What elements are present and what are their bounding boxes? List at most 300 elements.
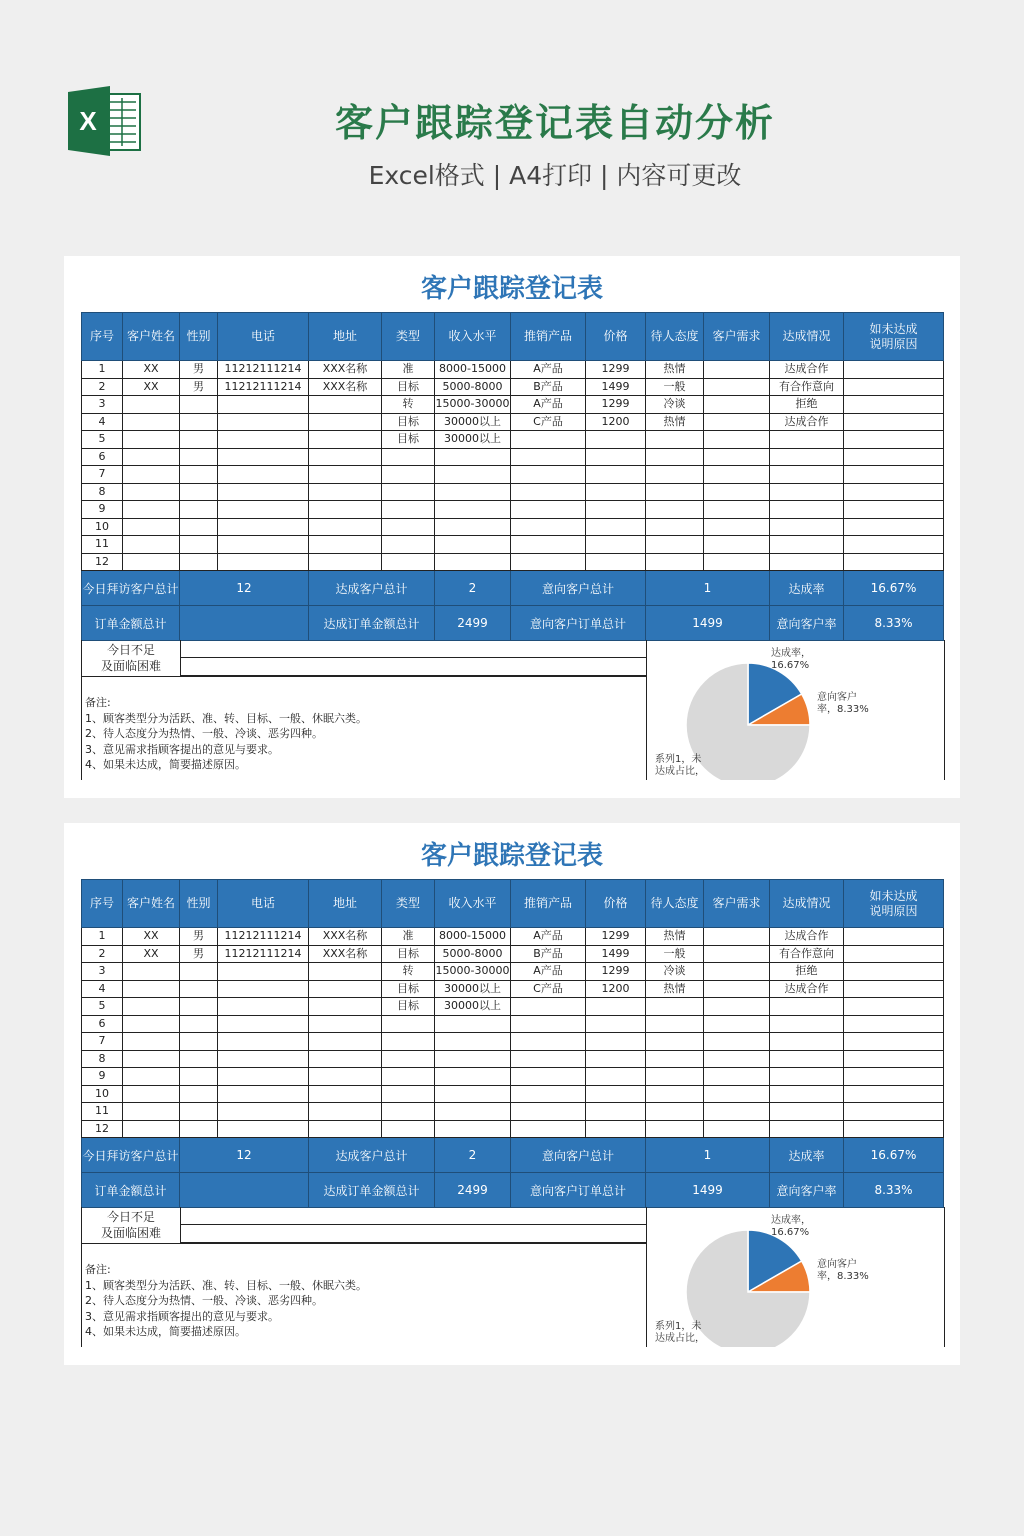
- table-cell[interactable]: [218, 1068, 309, 1086]
- table-cell[interactable]: [218, 980, 309, 998]
- table-cell[interactable]: [844, 361, 944, 379]
- table-cell[interactable]: XXX名称: [309, 928, 382, 946]
- table-cell[interactable]: XXX名称: [309, 945, 382, 963]
- table-cell[interactable]: [218, 963, 309, 981]
- table-cell[interactable]: [770, 1103, 844, 1121]
- table-cell[interactable]: [180, 501, 218, 519]
- table-cell[interactable]: [844, 518, 944, 536]
- table-cell[interactable]: [435, 1085, 511, 1103]
- table-cell[interactable]: [123, 483, 180, 501]
- table-cell[interactable]: [218, 466, 309, 484]
- table-cell[interactable]: [218, 1120, 309, 1138]
- table-cell[interactable]: [435, 483, 511, 501]
- table-cell[interactable]: [309, 413, 382, 431]
- table-cell[interactable]: [180, 1033, 218, 1051]
- table-cell[interactable]: [770, 1033, 844, 1051]
- table-cell[interactable]: [704, 448, 770, 466]
- table-cell[interactable]: 有合作意向: [770, 945, 844, 963]
- table-cell[interactable]: [435, 1120, 511, 1138]
- table-cell[interactable]: [704, 963, 770, 981]
- table-cell[interactable]: [309, 1120, 382, 1138]
- table-cell[interactable]: [123, 466, 180, 484]
- table-cell[interactable]: [844, 963, 944, 981]
- table-cell[interactable]: [586, 466, 646, 484]
- table-cell[interactable]: [646, 431, 704, 449]
- table-cell[interactable]: 1299: [586, 396, 646, 414]
- difficulty-input[interactable]: [180, 1207, 646, 1225]
- table-cell[interactable]: [511, 466, 586, 484]
- table-cell[interactable]: 拒绝: [770, 963, 844, 981]
- table-cell[interactable]: [844, 1033, 944, 1051]
- table-cell[interactable]: [770, 553, 844, 571]
- table-cell[interactable]: [586, 1085, 646, 1103]
- table-cell[interactable]: [586, 431, 646, 449]
- table-cell[interactable]: [123, 1033, 180, 1051]
- table-cell[interactable]: [844, 1050, 944, 1068]
- table-cell[interactable]: 6: [82, 448, 123, 466]
- table-cell[interactable]: [704, 483, 770, 501]
- table-cell[interactable]: [770, 518, 844, 536]
- table-cell[interactable]: [511, 448, 586, 466]
- table-cell[interactable]: [511, 518, 586, 536]
- table-cell[interactable]: [382, 1103, 435, 1121]
- table-cell[interactable]: 达成合作: [770, 413, 844, 431]
- table-cell[interactable]: [704, 1068, 770, 1086]
- difficulty-input[interactable]: [180, 640, 646, 658]
- table-cell[interactable]: [123, 1103, 180, 1121]
- table-cell[interactable]: A产品: [511, 928, 586, 946]
- table-cell[interactable]: [218, 1033, 309, 1051]
- table-cell[interactable]: 目标: [382, 378, 435, 396]
- table-cell[interactable]: [180, 431, 218, 449]
- table-cell[interactable]: [586, 1050, 646, 1068]
- table-cell[interactable]: [646, 1085, 704, 1103]
- table-cell[interactable]: [704, 361, 770, 379]
- table-cell[interactable]: XXX名称: [309, 361, 382, 379]
- table-cell[interactable]: [218, 1015, 309, 1033]
- table-cell[interactable]: [180, 553, 218, 571]
- table-cell[interactable]: [704, 945, 770, 963]
- table-cell[interactable]: [704, 928, 770, 946]
- table-cell[interactable]: [123, 1015, 180, 1033]
- table-cell[interactable]: [844, 396, 944, 414]
- table-cell[interactable]: 准: [382, 928, 435, 946]
- table-cell[interactable]: [704, 1033, 770, 1051]
- table-cell[interactable]: [646, 553, 704, 571]
- table-cell[interactable]: [511, 1068, 586, 1086]
- table-cell[interactable]: [586, 1103, 646, 1121]
- table-cell[interactable]: [770, 501, 844, 519]
- table-cell[interactable]: [770, 1085, 844, 1103]
- table-cell[interactable]: [704, 553, 770, 571]
- table-cell[interactable]: [382, 483, 435, 501]
- table-cell[interactable]: 15000-30000: [435, 396, 511, 414]
- table-cell[interactable]: [123, 998, 180, 1016]
- table-cell[interactable]: XX: [123, 361, 180, 379]
- table-cell[interactable]: [646, 501, 704, 519]
- table-cell[interactable]: [511, 1015, 586, 1033]
- table-cell[interactable]: 10: [82, 518, 123, 536]
- table-cell[interactable]: [180, 1068, 218, 1086]
- table-cell[interactable]: 转: [382, 396, 435, 414]
- table-cell[interactable]: [309, 1103, 382, 1121]
- table-cell[interactable]: [511, 1103, 586, 1121]
- table-cell[interactable]: [309, 536, 382, 554]
- table-cell[interactable]: 目标: [382, 945, 435, 963]
- table-cell[interactable]: [180, 998, 218, 1016]
- table-cell[interactable]: [646, 1068, 704, 1086]
- table-cell[interactable]: 11: [82, 536, 123, 554]
- table-cell[interactable]: [646, 1033, 704, 1051]
- table-cell[interactable]: [511, 998, 586, 1016]
- table-cell[interactable]: 1: [82, 928, 123, 946]
- table-cell[interactable]: [218, 431, 309, 449]
- table-cell[interactable]: 5: [82, 998, 123, 1016]
- table-cell[interactable]: [180, 518, 218, 536]
- table-cell[interactable]: A产品: [511, 963, 586, 981]
- table-cell[interactable]: 8: [82, 483, 123, 501]
- table-cell[interactable]: 30000以上: [435, 998, 511, 1016]
- table-cell[interactable]: [123, 431, 180, 449]
- table-cell[interactable]: [435, 553, 511, 571]
- table-cell[interactable]: [844, 378, 944, 396]
- table-cell[interactable]: [218, 998, 309, 1016]
- table-cell[interactable]: [309, 431, 382, 449]
- table-cell[interactable]: [180, 483, 218, 501]
- table-cell[interactable]: B产品: [511, 945, 586, 963]
- table-cell[interactable]: [218, 413, 309, 431]
- table-cell[interactable]: [309, 1085, 382, 1103]
- table-cell[interactable]: [844, 1068, 944, 1086]
- table-cell[interactable]: [218, 553, 309, 571]
- table-cell[interactable]: [309, 518, 382, 536]
- table-cell[interactable]: [704, 998, 770, 1016]
- table-cell[interactable]: [382, 518, 435, 536]
- table-cell[interactable]: [218, 396, 309, 414]
- table-cell[interactable]: [123, 1068, 180, 1086]
- table-cell[interactable]: [309, 1015, 382, 1033]
- table-cell[interactable]: [180, 1103, 218, 1121]
- table-cell[interactable]: [646, 1015, 704, 1033]
- table-cell[interactable]: [435, 536, 511, 554]
- table-cell[interactable]: C产品: [511, 980, 586, 998]
- table-cell[interactable]: [218, 1050, 309, 1068]
- table-cell[interactable]: [844, 501, 944, 519]
- table-cell[interactable]: [180, 466, 218, 484]
- table-cell[interactable]: 一般: [646, 378, 704, 396]
- table-cell[interactable]: 准: [382, 361, 435, 379]
- table-cell[interactable]: [123, 518, 180, 536]
- table-cell[interactable]: 目标: [382, 431, 435, 449]
- table-cell[interactable]: 男: [180, 361, 218, 379]
- table-cell[interactable]: [770, 431, 844, 449]
- table-cell[interactable]: 2: [82, 378, 123, 396]
- table-cell[interactable]: [123, 448, 180, 466]
- table-cell[interactable]: [435, 518, 511, 536]
- table-cell[interactable]: [586, 1033, 646, 1051]
- table-cell[interactable]: [770, 536, 844, 554]
- table-cell[interactable]: 达成合作: [770, 928, 844, 946]
- table-cell[interactable]: A产品: [511, 396, 586, 414]
- table-cell[interactable]: [704, 1120, 770, 1138]
- table-cell[interactable]: [770, 466, 844, 484]
- table-cell[interactable]: 有合作意向: [770, 378, 844, 396]
- table-cell[interactable]: [180, 1050, 218, 1068]
- table-cell[interactable]: 1499: [586, 378, 646, 396]
- table-cell[interactable]: [309, 1050, 382, 1068]
- table-cell[interactable]: [511, 536, 586, 554]
- table-cell[interactable]: 5000-8000: [435, 378, 511, 396]
- table-cell[interactable]: [180, 1015, 218, 1033]
- table-cell[interactable]: 5: [82, 431, 123, 449]
- table-cell[interactable]: 9: [82, 1068, 123, 1086]
- table-cell[interactable]: 6: [82, 1015, 123, 1033]
- table-cell[interactable]: [770, 1015, 844, 1033]
- table-cell[interactable]: 1299: [586, 928, 646, 946]
- table-cell[interactable]: [123, 396, 180, 414]
- table-cell[interactable]: [586, 536, 646, 554]
- table-cell[interactable]: [704, 413, 770, 431]
- table-cell[interactable]: 30000以上: [435, 980, 511, 998]
- table-cell[interactable]: 3: [82, 396, 123, 414]
- table-cell[interactable]: [586, 1068, 646, 1086]
- table-cell[interactable]: [382, 1120, 435, 1138]
- table-cell[interactable]: [844, 413, 944, 431]
- table-cell[interactable]: 8000-15000: [435, 928, 511, 946]
- table-cell[interactable]: XX: [123, 928, 180, 946]
- table-cell[interactable]: [218, 483, 309, 501]
- table-cell[interactable]: [309, 980, 382, 998]
- table-cell[interactable]: [435, 501, 511, 519]
- table-cell[interactable]: [704, 378, 770, 396]
- table-cell[interactable]: [180, 413, 218, 431]
- table-cell[interactable]: XX: [123, 378, 180, 396]
- table-cell[interactable]: [844, 1085, 944, 1103]
- table-cell[interactable]: [844, 1015, 944, 1033]
- table-cell[interactable]: [704, 501, 770, 519]
- table-cell[interactable]: [704, 431, 770, 449]
- table-cell[interactable]: 达成合作: [770, 361, 844, 379]
- table-cell[interactable]: [218, 518, 309, 536]
- table-cell[interactable]: C产品: [511, 413, 586, 431]
- table-cell[interactable]: [770, 1068, 844, 1086]
- table-cell[interactable]: 9: [82, 501, 123, 519]
- table-cell[interactable]: [704, 980, 770, 998]
- table-cell[interactable]: [180, 980, 218, 998]
- table-cell[interactable]: [123, 501, 180, 519]
- table-cell[interactable]: [704, 466, 770, 484]
- table-cell[interactable]: 11212111214: [218, 378, 309, 396]
- table-cell[interactable]: [646, 483, 704, 501]
- table-cell[interactable]: XX: [123, 945, 180, 963]
- table-cell[interactable]: [123, 413, 180, 431]
- table-cell[interactable]: [382, 501, 435, 519]
- table-cell[interactable]: 12: [82, 1120, 123, 1138]
- table-cell[interactable]: [511, 501, 586, 519]
- table-cell[interactable]: [770, 1120, 844, 1138]
- table-cell[interactable]: [218, 1085, 309, 1103]
- table-cell[interactable]: 11212111214: [218, 945, 309, 963]
- table-cell[interactable]: 7: [82, 466, 123, 484]
- table-cell[interactable]: [435, 448, 511, 466]
- table-cell[interactable]: [770, 998, 844, 1016]
- table-cell[interactable]: [844, 431, 944, 449]
- table-cell[interactable]: [586, 483, 646, 501]
- table-cell[interactable]: [511, 1033, 586, 1051]
- table-cell[interactable]: [770, 483, 844, 501]
- table-cell[interactable]: 冷谈: [646, 396, 704, 414]
- table-cell[interactable]: [844, 536, 944, 554]
- table-cell[interactable]: [511, 1085, 586, 1103]
- table-cell[interactable]: [704, 396, 770, 414]
- table-cell[interactable]: [586, 998, 646, 1016]
- table-cell[interactable]: 男: [180, 378, 218, 396]
- table-cell[interactable]: [309, 501, 382, 519]
- table-cell[interactable]: [586, 448, 646, 466]
- table-cell[interactable]: [844, 980, 944, 998]
- table-cell[interactable]: 30000以上: [435, 413, 511, 431]
- table-cell[interactable]: 5000-8000: [435, 945, 511, 963]
- table-cell[interactable]: [123, 536, 180, 554]
- table-cell[interactable]: [646, 536, 704, 554]
- table-cell[interactable]: 11: [82, 1103, 123, 1121]
- table-cell[interactable]: 4: [82, 413, 123, 431]
- table-cell[interactable]: [123, 553, 180, 571]
- table-cell[interactable]: [646, 1120, 704, 1138]
- table-cell[interactable]: [309, 998, 382, 1016]
- table-cell[interactable]: [180, 1120, 218, 1138]
- table-cell[interactable]: [646, 1103, 704, 1121]
- table-cell[interactable]: 11212111214: [218, 361, 309, 379]
- table-cell[interactable]: 8: [82, 1050, 123, 1068]
- table-cell[interactable]: [511, 431, 586, 449]
- table-cell[interactable]: [382, 466, 435, 484]
- table-cell[interactable]: 1200: [586, 413, 646, 431]
- table-cell[interactable]: [844, 1103, 944, 1121]
- table-cell[interactable]: 3: [82, 963, 123, 981]
- table-cell[interactable]: 1299: [586, 361, 646, 379]
- table-cell[interactable]: 目标: [382, 998, 435, 1016]
- table-cell[interactable]: [218, 448, 309, 466]
- table-cell[interactable]: [704, 536, 770, 554]
- table-cell[interactable]: [309, 1068, 382, 1086]
- table-cell[interactable]: [180, 963, 218, 981]
- table-cell[interactable]: 热情: [646, 413, 704, 431]
- table-cell[interactable]: 7: [82, 1033, 123, 1051]
- table-cell[interactable]: [309, 483, 382, 501]
- table-cell[interactable]: [770, 448, 844, 466]
- difficulty-input[interactable]: [180, 1225, 646, 1243]
- table-cell[interactable]: [511, 553, 586, 571]
- table-cell[interactable]: [646, 998, 704, 1016]
- table-cell[interactable]: [309, 553, 382, 571]
- table-cell[interactable]: [382, 536, 435, 554]
- table-cell[interactable]: [123, 980, 180, 998]
- table-cell[interactable]: [123, 1050, 180, 1068]
- table-cell[interactable]: 4: [82, 980, 123, 998]
- table-cell[interactable]: 目标: [382, 413, 435, 431]
- table-cell[interactable]: [704, 1103, 770, 1121]
- table-cell[interactable]: [704, 1015, 770, 1033]
- table-cell[interactable]: [382, 1068, 435, 1086]
- table-cell[interactable]: [218, 1103, 309, 1121]
- table-cell[interactable]: [218, 536, 309, 554]
- table-cell[interactable]: 1: [82, 361, 123, 379]
- table-cell[interactable]: [704, 1085, 770, 1103]
- table-cell[interactable]: [704, 1050, 770, 1068]
- table-cell[interactable]: [382, 1085, 435, 1103]
- table-cell[interactable]: [770, 1050, 844, 1068]
- table-cell[interactable]: [646, 518, 704, 536]
- table-cell[interactable]: 10: [82, 1085, 123, 1103]
- table-cell[interactable]: [844, 553, 944, 571]
- table-cell[interactable]: [844, 998, 944, 1016]
- table-cell[interactable]: [511, 1050, 586, 1068]
- table-cell[interactable]: [586, 1015, 646, 1033]
- table-cell[interactable]: 8000-15000: [435, 361, 511, 379]
- table-cell[interactable]: 目标: [382, 980, 435, 998]
- table-cell[interactable]: [844, 945, 944, 963]
- table-cell[interactable]: [218, 501, 309, 519]
- table-cell[interactable]: [123, 963, 180, 981]
- table-cell[interactable]: 1200: [586, 980, 646, 998]
- table-cell[interactable]: 2: [82, 945, 123, 963]
- table-cell[interactable]: [646, 466, 704, 484]
- table-cell[interactable]: [180, 448, 218, 466]
- table-cell[interactable]: [123, 1085, 180, 1103]
- table-cell[interactable]: 一般: [646, 945, 704, 963]
- table-cell[interactable]: [309, 396, 382, 414]
- table-cell[interactable]: [586, 1120, 646, 1138]
- table-cell[interactable]: 热情: [646, 928, 704, 946]
- table-cell[interactable]: [435, 1068, 511, 1086]
- table-cell[interactable]: [704, 518, 770, 536]
- table-cell[interactable]: [511, 1120, 586, 1138]
- table-cell[interactable]: 30000以上: [435, 431, 511, 449]
- table-cell[interactable]: [123, 1120, 180, 1138]
- table-cell[interactable]: 热情: [646, 980, 704, 998]
- table-cell[interactable]: [180, 536, 218, 554]
- table-cell[interactable]: [382, 553, 435, 571]
- table-cell[interactable]: [382, 1033, 435, 1051]
- table-cell[interactable]: [646, 448, 704, 466]
- table-cell[interactable]: [844, 1120, 944, 1138]
- table-cell[interactable]: [435, 466, 511, 484]
- table-cell[interactable]: [646, 1050, 704, 1068]
- table-cell[interactable]: 15000-30000: [435, 963, 511, 981]
- table-cell[interactable]: [586, 518, 646, 536]
- table-cell[interactable]: [435, 1033, 511, 1051]
- table-cell[interactable]: B产品: [511, 378, 586, 396]
- table-cell[interactable]: 热情: [646, 361, 704, 379]
- table-cell[interactable]: 拒绝: [770, 396, 844, 414]
- table-cell[interactable]: 12: [82, 553, 123, 571]
- table-cell[interactable]: [309, 963, 382, 981]
- table-cell[interactable]: [382, 1015, 435, 1033]
- table-cell[interactable]: [435, 1015, 511, 1033]
- table-cell[interactable]: [844, 448, 944, 466]
- table-cell[interactable]: [844, 928, 944, 946]
- table-cell[interactable]: 达成合作: [770, 980, 844, 998]
- difficulty-input[interactable]: [180, 658, 646, 676]
- table-cell[interactable]: [309, 466, 382, 484]
- table-cell[interactable]: [586, 553, 646, 571]
- table-cell[interactable]: [435, 1050, 511, 1068]
- table-cell[interactable]: [844, 466, 944, 484]
- table-cell[interactable]: 男: [180, 945, 218, 963]
- table-cell[interactable]: 转: [382, 963, 435, 981]
- table-cell[interactable]: 男: [180, 928, 218, 946]
